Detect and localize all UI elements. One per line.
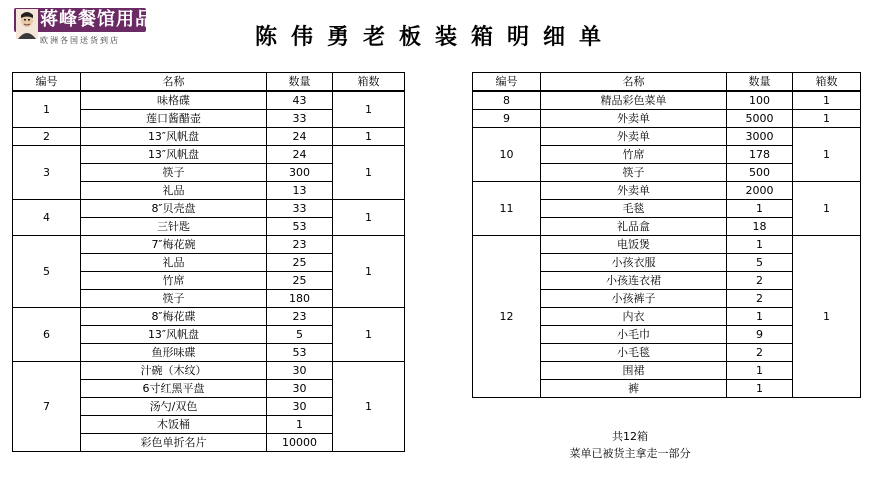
item-qty: 300 [267,164,333,182]
logo-name: 蒋峰餐馆用品 [40,9,154,30]
box-count: 1 [793,128,861,182]
table-row [13,146,405,164]
box-number: 5 [13,236,81,308]
item-qty: 30 [267,362,333,380]
chef-portrait-icon [16,9,38,39]
box-count: 1 [333,236,405,308]
table-row [473,91,861,110]
item-qty: 2 [727,290,793,308]
box-count: 1 [793,182,861,236]
item-qty: 30 [267,380,333,398]
item-name: 筷子 [81,164,267,182]
table-row [13,128,405,146]
item-qty: 24 [267,146,333,164]
item-qty: 2 [727,272,793,290]
item-qty: 5 [727,254,793,272]
header-row [13,73,405,92]
item-qty: 30 [267,398,333,416]
table-row [473,128,861,146]
item-qty: 53 [267,218,333,236]
box-number: 10 [473,128,541,182]
item-name: 围裙 [541,362,727,380]
right-packing-table [472,72,861,398]
item-name: 筷子 [541,164,727,182]
item-qty: 1 [727,200,793,218]
menu-note: 菜单已被货主拿走一部分 [569,447,691,460]
box-number: 9 [473,110,541,128]
logo-subtitle: 欧洲各国送货到店 [40,36,120,45]
item-qty: 33 [267,110,333,128]
item-name: 外卖单 [541,128,727,146]
item-qty: 10000 [267,434,333,452]
item-name: 小孩衣服 [541,254,727,272]
item-name: 8″梅花碟 [81,308,267,326]
item-name: 内衣 [541,308,727,326]
box-number: 8 [473,91,541,110]
table-row [473,182,861,200]
header-name: 名称 [541,73,727,92]
item-qty: 1 [727,236,793,254]
table-row [13,308,405,326]
item-name: 13″风帆盘 [81,146,267,164]
item-qty: 18 [727,218,793,236]
item-qty: 500 [727,164,793,182]
item-qty: 9 [727,326,793,344]
item-qty: 1 [727,362,793,380]
item-name: 8″贝壳盘 [81,200,267,218]
table-row [13,200,405,218]
item-qty: 5 [267,326,333,344]
box-number: 4 [13,200,81,236]
box-count: 1 [333,308,405,362]
box-number: 2 [13,128,81,146]
box-number: 1 [13,91,81,128]
item-name: 莲口酱醋壶 [81,110,267,128]
box-number: 12 [473,236,541,398]
item-qty: 1 [727,308,793,326]
item-qty: 23 [267,236,333,254]
item-name: 竹席 [81,272,267,290]
item-name: 7″梅花碗 [81,236,267,254]
item-name: 彩色单折名片 [81,434,267,452]
item-name: 13″风帆盘 [81,326,267,344]
item-name: 礼品 [81,182,267,200]
item-name: 小孩连衣裙 [541,272,727,290]
left-packing-table [12,72,405,452]
header-no: 编号 [13,73,81,92]
item-name: 汤勺/双色 [81,398,267,416]
item-qty: 43 [267,91,333,110]
table-row [473,110,861,128]
header-row [473,73,861,92]
item-name: 木饭桶 [81,416,267,434]
box-count: 1 [793,91,861,110]
company-logo [14,8,154,50]
box-number: 3 [13,146,81,200]
box-count: 1 [333,91,405,128]
item-name: 裤 [541,380,727,398]
table-row [13,236,405,254]
item-qty: 24 [267,128,333,146]
item-qty: 2000 [727,182,793,200]
item-qty: 1 [267,416,333,434]
item-qty: 3000 [727,128,793,146]
item-name: 小毛毯 [541,344,727,362]
box-count: 1 [333,362,405,452]
box-number: 7 [13,362,81,452]
total-boxes: 共12箱 [612,430,648,443]
item-name: 汁碗（木纹） [81,362,267,380]
item-name: 小毛巾 [541,326,727,344]
table-row [13,91,405,110]
box-count: 1 [793,236,861,398]
header-qty: 数量 [727,73,793,92]
item-name: 毛毯 [541,200,727,218]
item-qty: 178 [727,146,793,164]
item-name: 外卖单 [541,110,727,128]
item-qty: 13 [267,182,333,200]
box-number: 11 [473,182,541,236]
table-row [473,236,861,254]
header-no: 编号 [473,73,541,92]
item-qty: 53 [267,344,333,362]
item-qty: 5000 [727,110,793,128]
item-qty: 180 [267,290,333,308]
item-name: 三针匙 [81,218,267,236]
item-name: 筷子 [81,290,267,308]
box-count: 1 [333,128,405,146]
item-qty: 23 [267,308,333,326]
table-row [13,362,405,380]
item-name: 13″风帆盘 [81,128,267,146]
item-qty: 25 [267,254,333,272]
footer-note [560,428,700,462]
header-qty: 数量 [267,73,333,92]
item-name: 电饭煲 [541,236,727,254]
item-name: 外卖单 [541,182,727,200]
item-name: 6寸红黑平盘 [81,380,267,398]
header-boxes: 箱数 [793,73,861,92]
item-name: 精品彩色菜单 [541,91,727,110]
box-number: 6 [13,308,81,362]
item-name: 小孩裤子 [541,290,727,308]
box-count: 1 [333,146,405,200]
item-qty: 25 [267,272,333,290]
item-name: 礼品 [81,254,267,272]
item-qty: 2 [727,344,793,362]
header-name: 名称 [81,73,267,92]
item-name: 礼品盒 [541,218,727,236]
box-count: 1 [793,110,861,128]
item-name: 味格碟 [81,91,267,110]
page-title: 陈伟勇老板装箱明细单 [255,24,616,50]
item-qty: 100 [727,91,793,110]
item-name: 竹席 [541,146,727,164]
item-name: 鱼形味碟 [81,344,267,362]
box-count: 1 [333,200,405,236]
item-qty: 1 [727,380,793,398]
header-boxes: 箱数 [333,73,405,92]
item-qty: 33 [267,200,333,218]
